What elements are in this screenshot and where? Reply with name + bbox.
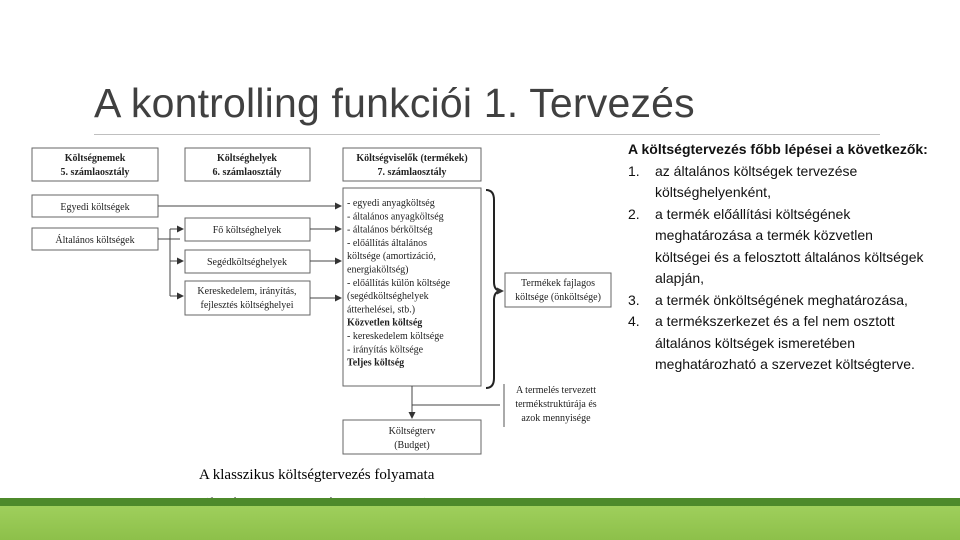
box-main-cost-centers-label: Fő költséghelyek — [212, 225, 282, 236]
box-commerce-label-line2: fejlesztés költséghelyei — [200, 300, 294, 311]
box-commerce-label-line1: Kereskedelem, irányítás, — [197, 286, 297, 297]
cost-list-item: - általános bérköltség — [347, 224, 433, 236]
step-number: 1. — [628, 162, 640, 179]
cost-list-item: - kereskedelem költsége — [347, 331, 444, 342]
box-product-unit-cost-line1: Termékek fajlagos — [521, 278, 595, 289]
header-cost-centers-line1: Költséghelyek — [217, 153, 277, 164]
cost-list-item: - előállítás külön költsége — [347, 277, 451, 289]
step-text: a termék előállítási költségének meghatározása a termék közvetlen költségei és a felosztott általános költségek alapján, — [655, 205, 924, 286]
cost-list-item: - általános anyagköltség — [347, 211, 444, 223]
box-general-costs-label: Általános költségek — [55, 235, 135, 246]
header-cost-types-line2: 5. számlaosztály — [60, 167, 130, 178]
header-cost-types-line1: Költségnemek — [64, 153, 126, 164]
step-item — [628, 161, 928, 204]
step-item — [628, 204, 928, 290]
box-individual-costs-label: Egyedi költségek — [60, 202, 130, 213]
cost-planning-steps — [628, 139, 928, 376]
step-text: a termékszerkezet és a fel nem osztott általános költségek ismeretében meghatározható a szervezet költségterve. — [655, 313, 915, 372]
step-item — [628, 311, 928, 376]
box-budget-line1: Költségterv — [388, 426, 436, 437]
cost-list-item: - irányítás költsége — [347, 344, 424, 356]
box-product-unit-cost-line2: költsége (önköltsége) — [515, 292, 601, 303]
cost-list-item: átterhelései, stb.) — [347, 304, 416, 316]
cost-list-item: költsége (amortizáció, — [347, 251, 436, 263]
diagram-caption: A klasszikus költségtervezés folyamata — [199, 467, 435, 483]
header-cost-centers-line2: 6. számlaosztály — [212, 167, 282, 178]
steps-intro: A költségtervezés főbb lépései a következők: — [628, 141, 928, 157]
header-cost-bearers-line2: 7. számlaosztály — [377, 167, 447, 178]
slide-title: A kontrolling funkciói 1. Tervezés — [94, 80, 695, 126]
box-auxiliary-cost-centers-label: Segédköltséghelyek — [207, 257, 287, 268]
header-cost-bearers-line1: Költségviselők (termékek) — [356, 153, 468, 164]
brace-icon — [486, 190, 500, 388]
box-budget-line2: (Budget) — [394, 440, 430, 451]
step-item — [628, 290, 928, 312]
cost-list-item: Teljes költség — [347, 357, 405, 369]
cost-list-item: - előállítás általános — [347, 237, 427, 249]
planned-structure-line1: A termelés tervezett — [516, 385, 596, 396]
step-number: 2. — [628, 205, 640, 222]
planned-structure-line3: azok mennyisége — [521, 413, 591, 424]
steps-list — [628, 161, 928, 376]
cost-list-item: energiaköltség) — [347, 264, 409, 276]
step-number: 3. — [628, 291, 640, 308]
step-text: a termék önköltségének meghatározása, — [655, 291, 908, 308]
cost-list-item: (segédköltséghelyek — [347, 291, 429, 303]
step-number: 4. — [628, 313, 640, 329]
cost-list — [347, 198, 451, 369]
cost-list-item: - egyedi anyagköltség — [347, 198, 435, 209]
footer-bar-light — [0, 506, 960, 540]
step-text: az általános költségek tervezése költséghelyenként, — [655, 162, 858, 200]
planned-structure-line2: termékstruktúrája és — [515, 399, 597, 410]
footer-bar-dark — [0, 498, 960, 506]
cost-list-item: Közvetlen költség — [347, 317, 423, 329]
